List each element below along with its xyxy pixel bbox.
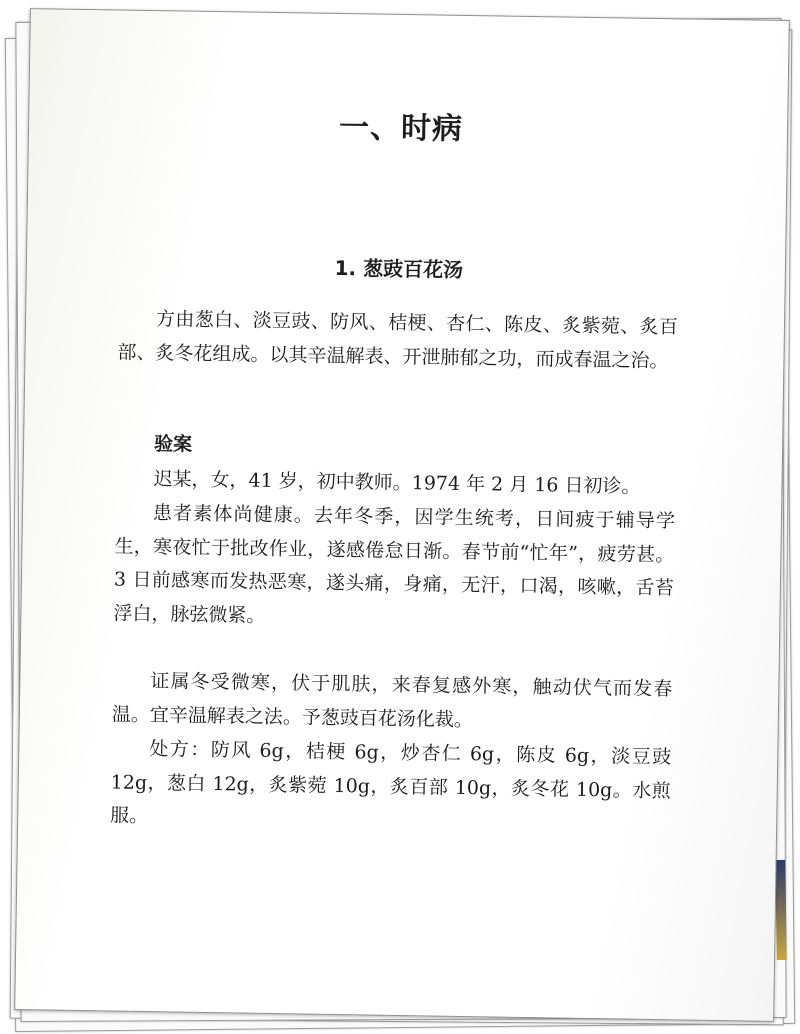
section-title: 1. 葱豉百花汤 bbox=[334, 255, 464, 282]
book-cover-edge bbox=[775, 860, 787, 960]
case-patient-paragraph: 迟某，女，41 岁，初中教师。1974 年 2 月 16 日初诊。 bbox=[153, 468, 641, 498]
case-history-paragraph: 患者素体尚健康。去年冬季，因学生统考，日间疲于辅导学生，寒夜忙于批改作业，遂感倦怠日渐。春节前“忙年”，疲劳甚。3 日前感寒而发热恶寒，遂头痛，身痛，无汗，口渴，咳嗽，舌苔浮白，脉弦微紧。 bbox=[113, 502, 676, 627]
book-page bbox=[14, 8, 790, 1022]
prescription-paragraph: 处方：防风 6g，桔梗 6g，炒杏仁 6g，陈皮 6g，淡豆豉 12g，葱白 12g，炙紫菀 10g，炙百部 10g，炙冬花 10g。水煎服。 bbox=[110, 738, 672, 828]
section-intro-paragraph: 方由葱白、淡豆豉、防风、桔梗、杏仁、陈皮、炙紫菀、炙百部、炙冬花组成。以其辛温解表、开泄肺郁之功，而成春温之治。 bbox=[117, 308, 679, 372]
case-diagnosis-paragraph: 证属冬受微寒，伏于肌肤，来春复感外寒，触动伏气而发春温。宜辛温解表之法。予葱豉百花汤化裁。 bbox=[111, 670, 673, 731]
chapter-title: 一、时病 bbox=[338, 109, 464, 147]
page-content bbox=[110, 11, 683, 828]
case-label: 验案 bbox=[153, 433, 193, 456]
